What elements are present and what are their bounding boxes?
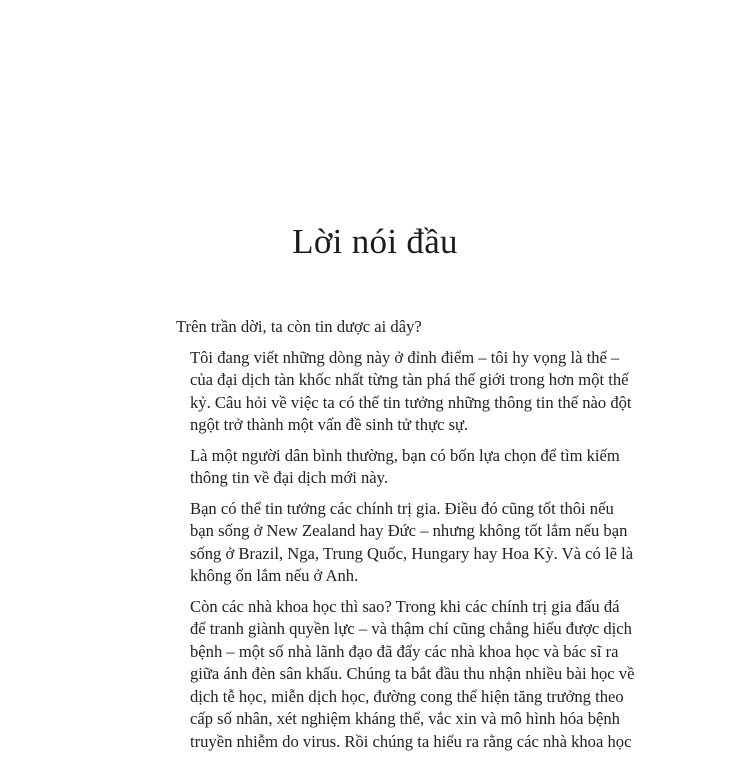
text-line: sống ở Brazil, Nga, Trung Quốc, Hungary hay Hoa Kỳ. Và có lẽ là (190, 543, 634, 563)
text-line: Bạn có thể tin tưởng các chính trị gia. Điều đó cũng tốt thôi nếu (190, 498, 614, 518)
text-line: Trên trần dời, ta còn tin dược ai dây? (176, 317, 422, 336)
text-line: giữa ánh đèn sân khấu. Chúng ta bắt đầu thu nhận nhiều bài học về (190, 664, 635, 683)
paragraph-2 (176, 347, 632, 437)
text-line: bệnh – một số nhà lãnh đạo đã đẩy các nhà khoa học và bác sĩ ra (190, 641, 619, 661)
paragraph-3 (176, 445, 620, 490)
text-line: dịch tễ học, miễn dịch học, đường cong thể hiện tăng trưởng theo (190, 686, 624, 706)
text-line: Còn các nhà khoa học thì sao? Trong khi các chính trị gia đấu đá (190, 596, 620, 616)
text-line: thông tin về đại dịch mới này. (190, 468, 389, 487)
paragraph-5 (176, 596, 635, 754)
text-line: không ổn lắm nếu ở Anh. (190, 566, 359, 585)
chapter-title: Lời nói đầu (292, 222, 458, 261)
text-line: ngột trở thành một vấn đề sinh tử thực sự. (190, 415, 469, 434)
text-line: kỷ. Câu hỏi về việc ta có thể tin tưởng những thông tin thế nào đột (190, 392, 632, 412)
text-line: của đại dịch tàn khốc nhất từng tàn phá thế giới trong hơn một thế (190, 370, 629, 389)
text-line: truyền nhiễm do virus. Rồi chúng ta hiểu ra rằng các nhà khoa học (190, 731, 632, 751)
text-line: để tranh giành quyền lực – và thậm chí cũng chẳng hiểu được dịch (190, 619, 632, 638)
body-text (176, 316, 635, 761)
text-line: Là một người dân bình thường, bạn có bốn lựa chọn để tìm kiếm (190, 445, 620, 465)
text-line: cấp số nhân, xét nghiệm kháng thể, vắc xin và mô hình hóa bệnh (190, 709, 620, 728)
paragraph-4 (176, 498, 634, 588)
paragraph-1 (176, 316, 612, 339)
text-line: Tôi đang viết những dòng này ở đỉnh điểm – tôi hy vọng là thế – (190, 347, 620, 367)
text-line: bạn sống ở New Zealand hay Đức – nhưng không tốt lắm nếu bạn (190, 521, 628, 540)
